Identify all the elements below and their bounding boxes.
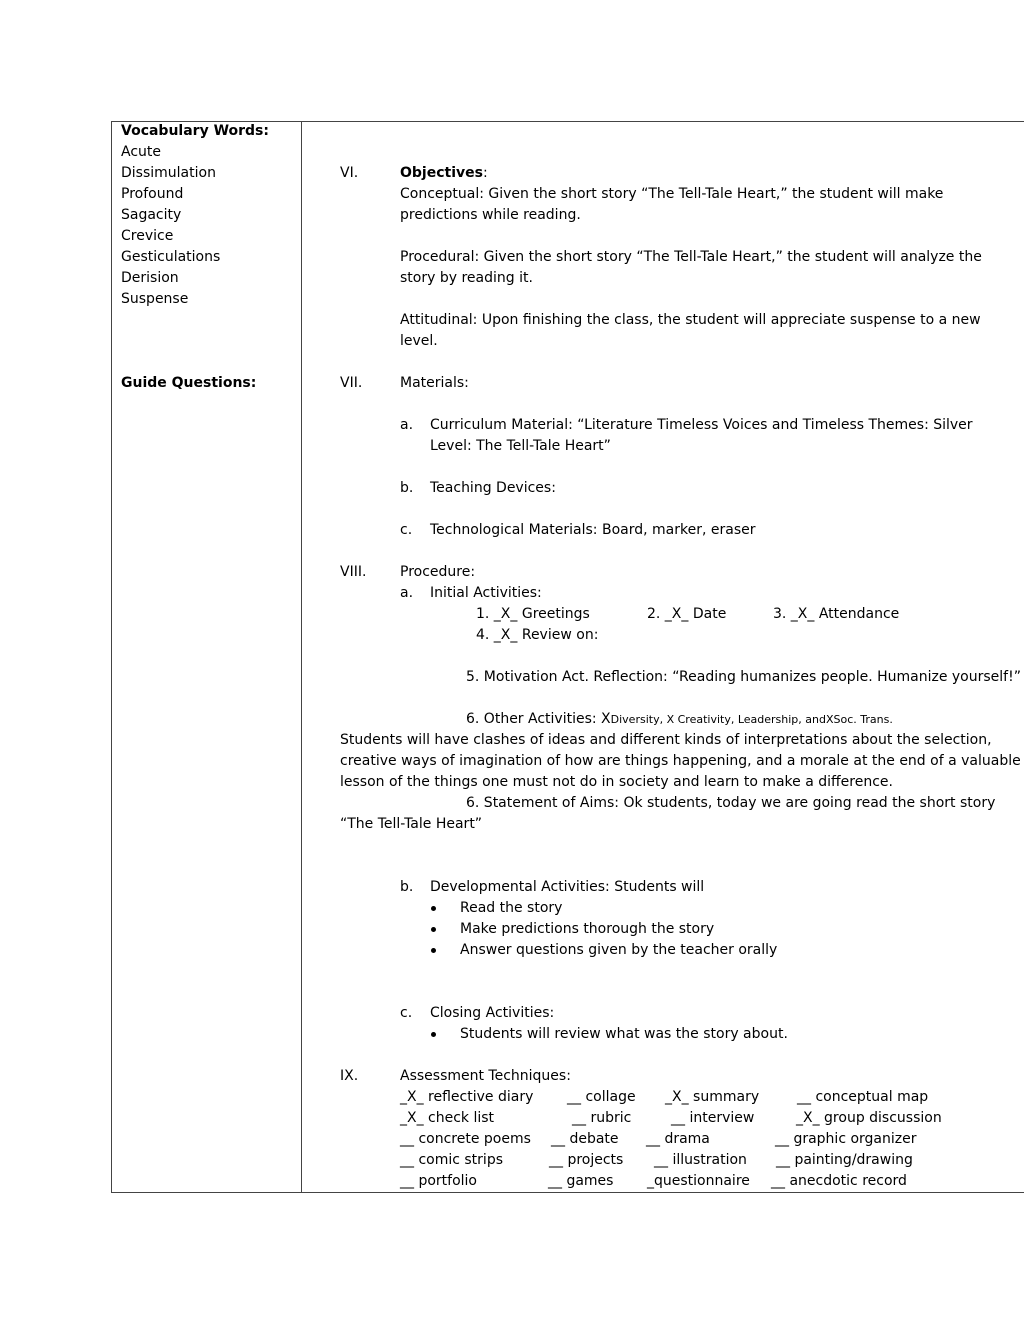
motivation-item: 5. Motivation Act. Reflection: “Reading humanizes people. Humanize yourself!” [466, 669, 1021, 685]
assessment-option: _X_ summary [665, 1089, 760, 1105]
technological-materials: Technological Materials: Board, marker, eraser [430, 522, 756, 538]
assessment-option: _X_ check list [400, 1110, 495, 1126]
assessment-option: __ painting/drawing [776, 1152, 913, 1168]
objectives-heading: Objectives: [400, 165, 488, 181]
assessment-option: __ illustration [654, 1152, 747, 1168]
list-letter: a. [400, 585, 414, 601]
objective-conceptual-cont: predictions while reading. [400, 207, 581, 223]
assessment-option: __ comic strips [400, 1152, 503, 1168]
vocab-word: Acute [121, 144, 162, 160]
assessment-option: __ interview [671, 1110, 755, 1126]
curriculum-material-cont: Level: The Tell-Tale Heart” [430, 438, 611, 454]
objective-procedural: Procedural: Given the short story “The Tell-Tale Heart,” the student will analyze the [400, 249, 982, 265]
objective-attitudinal: Attitudinal: Upon finishing the class, the student will appreciate suspense to a new [400, 312, 981, 328]
closing-activities-heading: Closing Activities: [430, 1005, 555, 1021]
section-numeral-viii: VIII. [340, 564, 367, 580]
bullet-icon [431, 927, 436, 932]
materials-heading: Materials: [400, 375, 469, 391]
list-letter: c. [400, 1005, 413, 1021]
objective-attitudinal-cont: level. [400, 333, 438, 349]
vocab-word: Gesticulations [121, 249, 221, 265]
bullet-icon [431, 948, 436, 953]
vocab-word: Suspense [121, 291, 189, 307]
section-numeral-vi: VI. [340, 165, 359, 181]
statement-of-aims-cont: “The Tell-Tale Heart” [340, 816, 483, 832]
bullet-icon [431, 1032, 436, 1037]
vocab-word: Crevice [121, 228, 174, 244]
assessment-option: __ collage [567, 1089, 636, 1105]
objective-conceptual: Conceptual: Given the short story “The Tell-Tale Heart,” the student will make [400, 186, 944, 202]
other-activities-text: creative ways of imagination of how are things happening, and a morale at the end of a valuable [340, 753, 1021, 769]
assessment-option: __ conceptual map [797, 1089, 929, 1105]
assessment-option: __ portfolio [400, 1173, 477, 1189]
vocab-word: Profound [121, 186, 184, 202]
attendance-item: 3. _X_ Attendance [773, 606, 900, 622]
assessment-option: __ concrete poems [400, 1131, 531, 1147]
developmental-item: Read the story [460, 900, 563, 916]
teaching-devices: Teaching Devices: [430, 480, 556, 496]
curriculum-material: Curriculum Material: “Literature Timeless Voices and Timeless Themes: Silver [430, 417, 973, 433]
assessment-option: __ drama [646, 1131, 710, 1147]
assessment-option: __ graphic organizer [775, 1131, 917, 1147]
vocab-word: Sagacity [121, 207, 182, 223]
review-item: 4. _X_ Review on: [476, 627, 599, 643]
assessment-option: __ games [548, 1173, 614, 1189]
assessment-option: _X_ group discussion [796, 1110, 942, 1126]
section-numeral-vii: VII. [340, 375, 363, 391]
other-activities-item: 6. Other Activities: XDiversity, X Creativity, Leadership, andXSoc. Trans. [466, 711, 893, 727]
assessment-option: __ projects [549, 1152, 624, 1168]
section-numeral-ix: IX. [340, 1068, 359, 1084]
list-letter: c. [400, 522, 413, 538]
closing-item: Students will review what was the story about. [460, 1026, 788, 1042]
other-activities-text: lesson of the things one must not do in society and learn to make a difference. [340, 774, 893, 790]
bullet-icon [431, 906, 436, 911]
assessment-option: _questionnaire [647, 1173, 750, 1189]
date-item: 2. _X_ Date [647, 606, 727, 622]
list-letter: b. [400, 879, 414, 895]
developmental-activities-heading: Developmental Activities: Students will [430, 879, 705, 895]
guide-questions-heading: Guide Questions: [121, 375, 257, 391]
vocab-word: Derision [121, 270, 179, 286]
procedure-heading: Procedure: [400, 564, 476, 580]
list-letter: b. [400, 480, 414, 496]
assessment-option: __ anecdotic record [771, 1173, 907, 1189]
assessment-option: _X_ reflective diary [400, 1089, 534, 1105]
list-letter: a. [400, 417, 414, 433]
other-activities-text: Students will have clashes of ideas and different kinds of interpretations about the selection, [340, 732, 992, 748]
developmental-item: Make predictions thorough the story [460, 921, 715, 937]
vocabulary-heading: Vocabulary Words: [121, 123, 269, 139]
assessment-option: __ rubric [572, 1110, 632, 1126]
vocab-word: Dissimulation [121, 165, 216, 181]
statement-of-aims: 6. Statement of Aims: Ok students, today we are going read the short story [466, 795, 996, 811]
assessment-heading: Assessment Techniques: [400, 1068, 571, 1084]
objective-procedural-cont: story by reading it. [400, 270, 533, 286]
assessment-option: __ debate [551, 1131, 619, 1147]
column-divider [301, 121, 302, 1192]
developmental-item: Answer questions given by the teacher orally [460, 942, 778, 958]
greetings-item: 1. _X_ Greetings [476, 606, 590, 622]
initial-activities-heading: Initial Activities: [430, 585, 542, 601]
